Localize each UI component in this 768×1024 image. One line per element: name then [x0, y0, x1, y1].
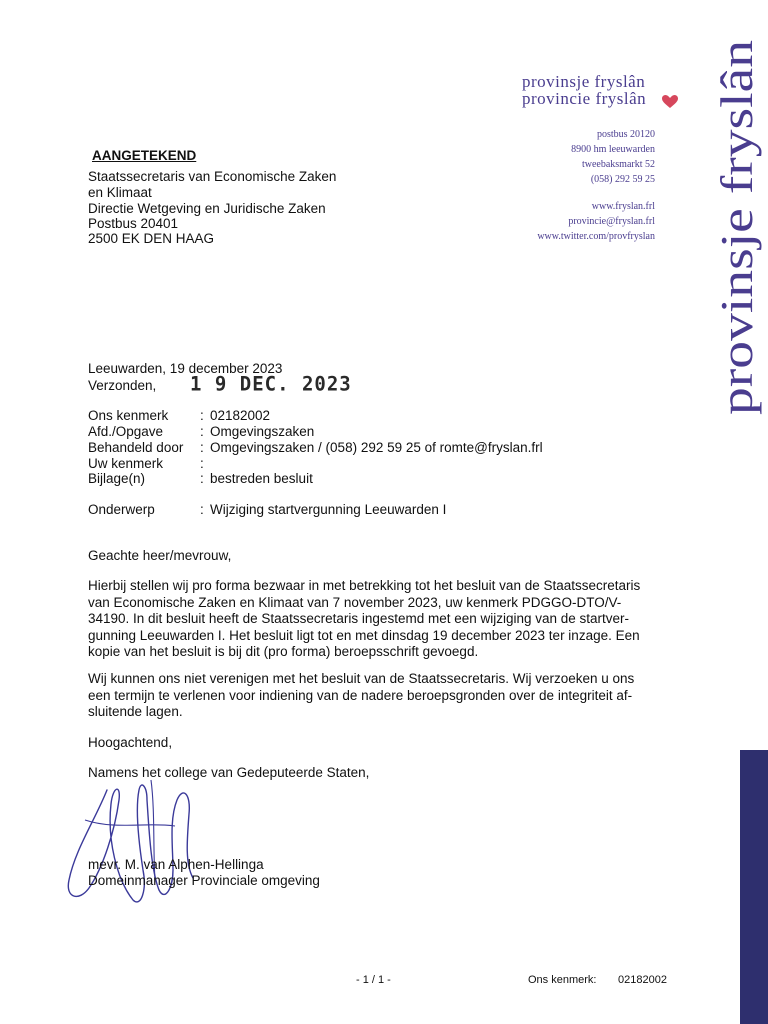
side-color-bar	[740, 750, 768, 1024]
field-colon: :	[200, 456, 204, 471]
registered-mail-header: AANGETEKEND	[92, 148, 197, 163]
signer-name: mevr. M. van Alphen-Hellinga	[88, 857, 264, 872]
paragraph-2-line: een termijn te verlenen voor indiening van de nadere beroepsgronden over de integriteit af-	[88, 687, 633, 703]
field-colon: :	[200, 471, 204, 486]
side-brand-wordmark	[700, 30, 768, 420]
footer-reference-label: Ons kenmerk:	[528, 974, 597, 986]
field-value-afdeling: Omgevingszaken	[210, 424, 315, 439]
field-value-ons-kenmerk: 02182002	[210, 408, 271, 423]
paragraph-2-line: sluitende lagen.	[88, 704, 183, 719]
logo-line-dutch: provincie fryslân	[522, 89, 647, 108]
paragraph-1-line: 34190. In dit besluit heeft de Staatssecretaris ingestemd met een wijziging van de startver-	[88, 611, 630, 626]
page-number: - 1 / 1 -	[356, 974, 391, 986]
recipient-line-5: 2500 EK DEN HAAG	[88, 231, 215, 246]
contact-email: provincie@fryslan.frl	[568, 216, 655, 227]
side-brand-text: provinsje fryslân	[711, 104, 762, 415]
on-behalf-line: Namens het college van Gedeputeerde Staten,	[88, 765, 370, 780]
field-colon: :	[200, 408, 204, 423]
logo-line-frisian: provinsje fryslân	[522, 72, 646, 91]
closing: Hoogachtend,	[88, 735, 173, 750]
paragraph-1-line: van Economische Zaken en Klimaat van 7 november 2023, uw kenmerk PDGGO-DTO/V-	[88, 594, 622, 610]
recipient-line-2: en Klimaat	[88, 185, 152, 200]
paragraph-2-line: Wij kunnen ons niet verenigen met het besluit van de Staatssecretaris. Wij verzoeken u ons	[88, 671, 635, 686]
recipient-line-4: Postbus 20401	[88, 216, 179, 231]
field-label-ons-kenmerk: Ons kenmerk	[88, 408, 169, 423]
contact-address-block	[571, 127, 655, 187]
contact-twitter: www.twitter.com/provfryslan	[537, 231, 655, 242]
place-date: Leeuwarden, 19 december 2023	[88, 361, 283, 376]
paragraph-1-line: Hierbij stellen wij pro forma bezwaar in met betrekking tot het besluit van de Staatssecretaris	[88, 578, 641, 593]
contact-phone: (058) 292 59 25	[590, 174, 655, 185]
paragraph-1	[88, 578, 682, 661]
salutation: Geachte heer/mevrouw,	[88, 548, 232, 563]
footer-reference-value: 02182002	[618, 974, 667, 986]
recipient-line-1: Staatssecretaris van Economische Zaken	[88, 169, 337, 184]
field-value-onderwerp: Wijziging startvergunning Leeuwarden I	[210, 502, 447, 517]
field-label-uw-kenmerk: Uw kenmerk	[88, 456, 164, 471]
signer-title: Domeinmanager Provinciale omgeving	[88, 873, 320, 888]
sent-label: Verzonden,	[88, 378, 157, 393]
paragraph-1-line: kopie van het besluit is bij dit (pro forma) beroepsschrift gevoegd.	[88, 644, 479, 659]
contact-website: www.fryslan.frl	[591, 201, 655, 212]
field-colon: :	[200, 502, 204, 517]
contact-city: 8900 hm leeuwarden	[571, 144, 655, 155]
heart-logo-icon	[662, 95, 678, 109]
field-label-afdeling: Afd./Opgave	[88, 424, 164, 439]
contact-online-block	[537, 199, 655, 244]
field-label-bijlagen: Bijlage(n)	[88, 471, 146, 486]
contact-postbus: postbus 20120	[596, 129, 655, 140]
field-label-behandeld-door: Behandeld door	[88, 440, 184, 455]
field-colon: :	[200, 424, 204, 439]
sent-date-stamp: 1 9 DEC. 2023	[190, 372, 352, 396]
paragraph-2	[88, 671, 682, 721]
recipient-line-3: Directie Wetgeving en Juridische Zaken	[88, 201, 326, 216]
field-value-bijlagen: bestreden besluit	[210, 471, 313, 486]
field-value-behandeld-door: Omgevingszaken / (058) 292 59 25 of romte@fryslan.frl	[210, 440, 543, 455]
field-label-onderwerp: Onderwerp	[88, 502, 155, 517]
field-colon: :	[200, 440, 204, 455]
paragraph-1-line: gunning Leeuwarden I. Het besluit ligt tot en met dinsdag 19 december 2023 ter inzage. Een	[88, 627, 640, 643]
contact-street: tweebaksmarkt 52	[581, 159, 655, 170]
